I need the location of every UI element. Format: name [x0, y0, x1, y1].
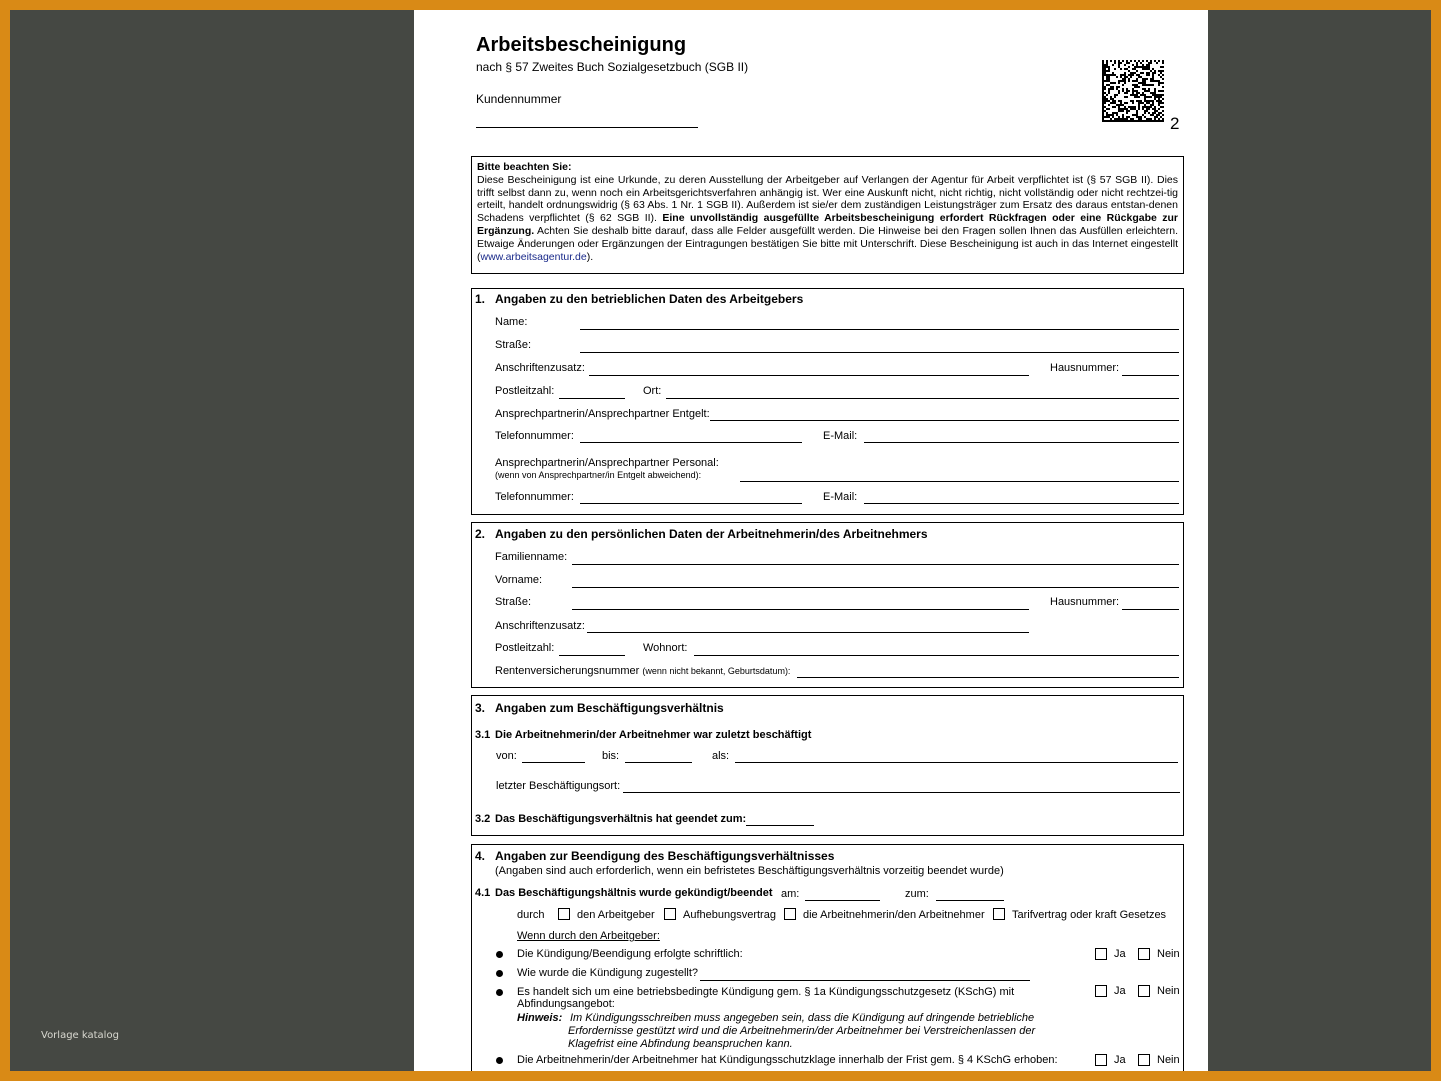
section2-number: 2. [475, 527, 486, 541]
employer-house-number-field[interactable] [1122, 375, 1179, 376]
bullet-icon [496, 970, 503, 977]
employment-to-field[interactable] [625, 762, 692, 763]
by-employee-label: die Arbeitnehmerin/den Arbeitnehmer [803, 909, 985, 921]
first-name-label: Vorname: [495, 574, 543, 586]
staff-phone-label: Telefonnummer: [495, 491, 574, 503]
by-employee-checkbox[interactable] [784, 908, 796, 920]
section3-2-title: Das Beschäftigungsverhältnis hat geendet zum: [495, 813, 747, 825]
delivery-field[interactable] [700, 980, 1030, 981]
datamatrix-code-icon [1102, 60, 1164, 122]
written-termination-question: Die Kündigung/Beendigung erfolgte schriftlich: [517, 948, 743, 960]
employer-street-label: Straße: [495, 339, 532, 351]
severance-yes-label: Ja [1114, 985, 1126, 997]
hint-label: Hinweis: [517, 1012, 563, 1024]
section3-2-number: 3.2 [475, 813, 491, 825]
employer-name-field[interactable] [580, 329, 1179, 330]
lawsuit-yes-label: Ja [1114, 1054, 1126, 1066]
first-name-field[interactable] [572, 587, 1179, 588]
employee-address-extra-field[interactable] [587, 632, 1029, 633]
family-name-field[interactable] [572, 564, 1179, 565]
bullet-icon [496, 1057, 503, 1064]
customer-number-label: Kundennummer [476, 92, 562, 106]
employer-address-extra-field[interactable] [589, 375, 1029, 376]
section4-number: 4. [475, 849, 486, 863]
website-link[interactable]: www.arbeitsagentur.de [480, 250, 587, 263]
employer-postcode-label: Postleitzahl: [495, 385, 555, 397]
collective-agreement-label: Tarifvertrag oder kraft Gesetzes [1012, 909, 1167, 921]
staff-phone-field[interactable] [580, 503, 802, 504]
contact-pay-label: Ansprechpartnerin/Ansprechpartner Entgelt: [495, 408, 710, 420]
lawsuit-no-label: Nein [1157, 1054, 1180, 1066]
by-employer-checkbox[interactable] [558, 908, 570, 920]
notice-heading: Bitte beachten Sie: [477, 161, 572, 173]
employment-end-field[interactable] [746, 825, 814, 826]
termination-on-label: am: [781, 888, 800, 900]
employee-house-number-field[interactable] [1122, 609, 1179, 610]
watermark: Vorlage katalog [41, 1030, 119, 1041]
written-yes-checkbox[interactable] [1095, 948, 1107, 960]
written-yes-label: Ja [1114, 948, 1126, 960]
document-page [414, 10, 1208, 1071]
employer-city-label: Ort: [643, 385, 662, 397]
contact-staff-label: Ansprechpartnerin/Ansprechpartner Personal: [495, 457, 719, 469]
staff-email-field[interactable] [864, 503, 1179, 504]
written-no-label: Nein [1157, 948, 1180, 960]
employment-as-label: als: [712, 750, 730, 762]
written-no-checkbox[interactable] [1138, 948, 1150, 960]
employment-from-field[interactable] [522, 762, 585, 763]
residence-field[interactable] [694, 655, 1179, 656]
contact-staff-field[interactable] [740, 481, 1179, 482]
bullet-icon [496, 951, 503, 958]
section4-1-number: 4.1 [475, 887, 491, 899]
notice-bold-text: Eine unvollständig ausgefüllte Arbeitsbescheinigung erfordert Rückfragen oder eine Rückgabe zur Ergänzung. [477, 212, 1179, 237]
termination-on-field[interactable] [805, 900, 880, 901]
employee-house-number-label: Hausnummer: [1050, 596, 1120, 608]
employee-street-label: Straße: [495, 596, 532, 608]
employer-street-field[interactable] [580, 352, 1179, 353]
pension-number-label: Rentenversicherungsnummer (wenn nicht bekannt, Geburtsdatum): [495, 665, 791, 677]
notice-box [471, 156, 1184, 274]
last-place-field[interactable] [623, 792, 1180, 793]
employer-city-field[interactable] [666, 398, 1179, 399]
employer-name-label: Name: [495, 316, 528, 328]
contact-pay-field[interactable] [710, 420, 1179, 421]
employee-address-extra-label: Anschriftenzusatz: [495, 620, 585, 632]
section4-title: Angaben zur Beendigung des Beschäftigungsverhältnisses [495, 849, 835, 863]
collective-agreement-checkbox[interactable] [993, 908, 1005, 920]
termination-effective-field[interactable] [936, 900, 1004, 901]
contact-staff-note: (wenn von Ansprechpartner/in Entgelt abweichend): [495, 470, 702, 480]
staff-email-label: E-Mail: [823, 491, 858, 503]
severance-question-line2: Abfindungsangebot: [517, 998, 615, 1010]
section3-1-number: 3.1 [475, 729, 491, 741]
employer-email-label: E-Mail: [823, 430, 858, 442]
terminated-by-label: durch [517, 909, 545, 921]
section3-title: Angaben zum Beschäftigungsverhältnis [495, 701, 724, 715]
background-frame [10, 10, 1431, 1071]
employee-postcode-field[interactable] [559, 655, 625, 656]
section2-title: Angaben zu den persönlichen Daten der Arbeitnehmerin/des Arbeitnehmers [495, 527, 928, 541]
pension-number-field[interactable] [797, 677, 1179, 678]
severance-no-label: Nein [1157, 985, 1180, 997]
employer-postcode-field[interactable] [559, 398, 625, 399]
section1-number: 1. [475, 292, 486, 306]
family-name-label: Familienname: [495, 551, 568, 563]
severance-no-checkbox[interactable] [1138, 985, 1150, 997]
bullet-icon [496, 989, 503, 996]
section4-subtitle: (Angaben sind auch erforderlich, wenn ein befristetes Beschäftigungsverhältnis vorzeitig beendet wurde) [495, 865, 1004, 877]
termination-effective-label: zum: [905, 888, 929, 900]
by-employer-label: den Arbeitgeber [577, 909, 655, 921]
page-number: 2 [1170, 114, 1180, 133]
employment-to-label: bis: [602, 750, 620, 762]
section1-title: Angaben zu den betrieblichen Daten des Arbeitgebers [495, 292, 804, 306]
if-employer-heading: Wenn durch den Arbeitgeber: [517, 930, 660, 942]
employer-address-extra-label: Anschriftenzusatz: [495, 362, 585, 374]
employee-postcode-label: Postleitzahl: [495, 642, 555, 654]
hint-line3: Klagefrist eine Abfindung beanspruchen kann. [568, 1038, 793, 1050]
employer-phone-label: Telefonnummer: [495, 430, 574, 442]
severance-yes-checkbox[interactable] [1095, 985, 1107, 997]
employer-house-number-label: Hausnummer: [1050, 362, 1120, 374]
customer-number-field[interactable] [476, 127, 698, 128]
residence-label: Wohnort: [643, 642, 688, 654]
termination-agreement-checkbox[interactable] [664, 908, 676, 920]
employment-from-label: von: [496, 750, 517, 762]
document-subtitle: nach § 57 Zweites Buch Sozialgesetzbuch (SGB II) [476, 60, 749, 74]
hint-line1: Im Kündigungsschreiben muss angegeben sein, dass die Kündigung auf dringende betriebliche [570, 1012, 1035, 1024]
employee-street-field[interactable] [572, 609, 1029, 610]
section4-1-title: Das Beschäftigungshältnis wurde gekündigt/beendet [495, 887, 773, 899]
severance-question-line1: Es handelt sich um eine betriebsbedingte Kündigung gem. § 1a Kündigungsschutzgesetz (KSchG) mit [517, 986, 1015, 998]
lawsuit-no-checkbox[interactable] [1138, 1054, 1150, 1066]
employer-phone-field[interactable] [580, 442, 802, 443]
last-place-label: letzter Beschäftigungsort: [496, 780, 621, 792]
section3-1-title: Die Arbeitnehmerin/der Arbeitnehmer war zuletzt beschäftigt [495, 729, 812, 741]
employment-as-field[interactable] [735, 762, 1178, 763]
termination-agreement-label: Aufhebungsvertrag [683, 909, 776, 921]
delivery-question: Wie wurde die Kündigung zugestellt? [517, 967, 699, 979]
notice-text: Diese Bescheinigung ist eine Urkunde, zu deren Ausstellung der Arbeitgeber auf Verlangen der Agentur für Arbeit verpflichtet ist (§ 57 SGB II). Dies trifft selbst dann zu, wenn noch ein Arbeitsgerichtsverfahren anhängig ist. Wer eine Auskunft nicht, nicht richtig, nicht vollständig oder nicht rechtzei-tig erteilt, handelt ordnungswidrig (§ 63 Abs. 1 Nr. 1 SGB II). Außerdem ist sie/er dem zuständigen Leistungsträger zum Ersatz des daraus entstan-denen Schadens verpflichtet (§ 62 SGB II). Eine unvollständig ausgefüllte Arbeitsbescheinigung erfordert Rückfragen oder eine Rückgabe zur Ergänzung. Achten Sie deshalb bitte darauf, dass alle Felder ausgefüllt werden. Die Hinweise bei den Fragen sollen Ihnen das Ausfüllen erleichtern. Etwaige Änderungen oder Ergänzungen der Eintragungen bestätigen Sie bitte mit Unterschrift. Diese Bescheinigung ist auch in das Internet eingestellt (www.arbeitsagentur.de). [477, 173, 1179, 263]
employer-email-field[interactable] [864, 442, 1179, 443]
lawsuit-question: Die Arbeitnehmerin/der Arbeitnehmer hat Kündigungsschutzklage innerhalb der Frist gem. § 4 KSchG erhoben: [517, 1054, 1058, 1066]
lawsuit-yes-checkbox[interactable] [1095, 1054, 1107, 1066]
hint-line2: Erfordernisse gestützt wird und die Arbeitnehmerin/der Arbeitnehmer bei Verstreichenlassen der [568, 1025, 1036, 1037]
document-title: Arbeitsbescheinigung [476, 34, 687, 56]
section3-number: 3. [475, 701, 486, 715]
